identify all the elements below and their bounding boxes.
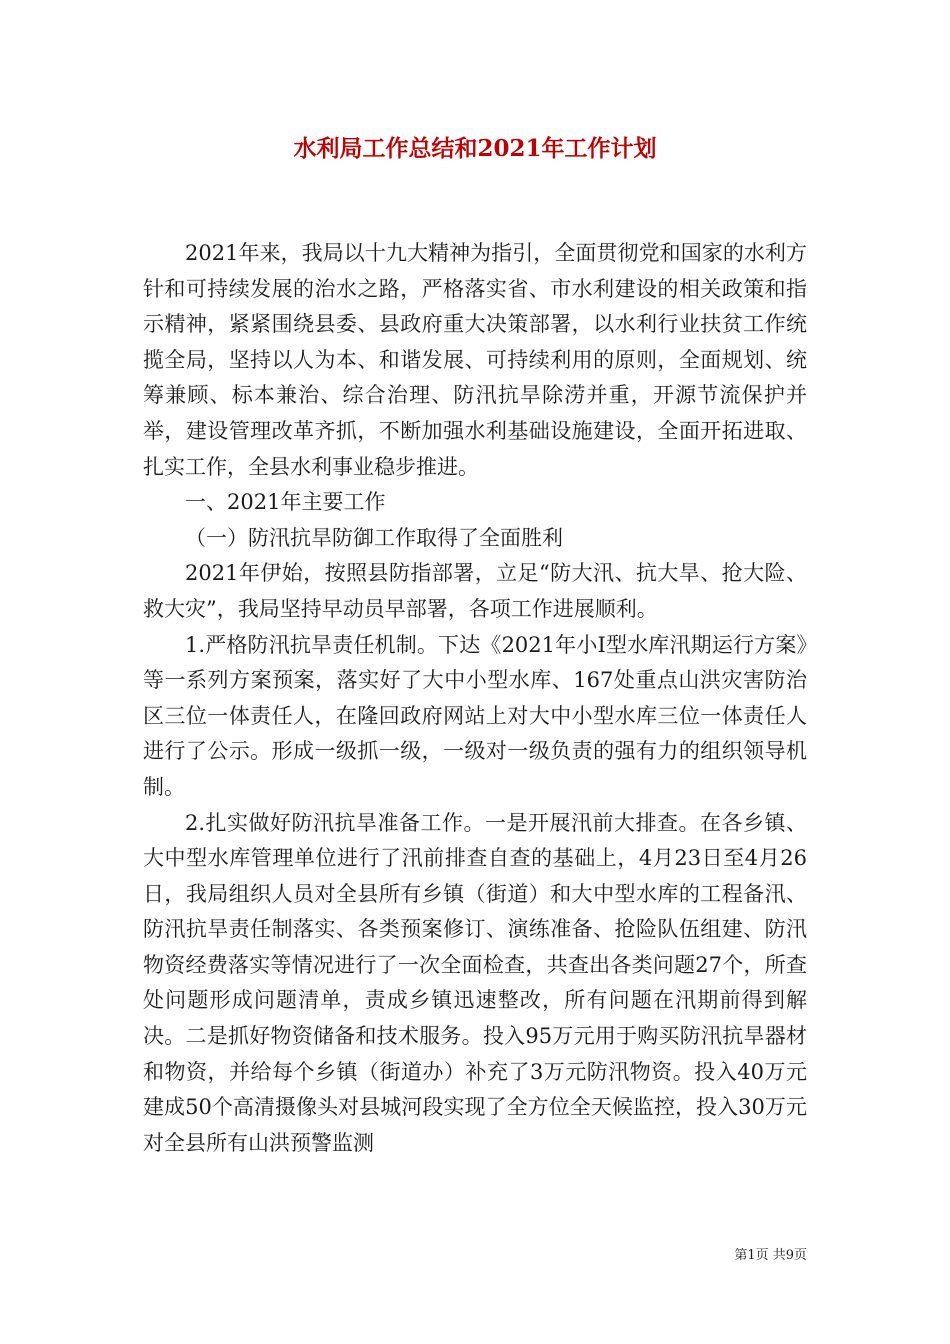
paragraph-intro: 2021年来，我局以十九大精神为指引，全面贯彻党和国家的水利方针和可持续发展的治水之路，严格落实省、市水利建设的相关政策和指示精神，紧紧围绕县委、县政府重大决策部署，以水利行业扶贫工作统揽全局，坚持以人为本、和谐发展、可持续利用的原则，全面规划、统筹兼顾、标本兼治、综合治理、防汛抗旱除涝并重，开源节流保护并举，建设管理改革齐抓，不断加强水利基础设施建设，全面开拓进取、扎实工作，全县水利事业稳步推进。 [143, 241, 807, 479]
document-body [143, 236, 807, 1161]
paragraph-item-1: 1.严格防汛抗旱责任机制。下达《2021年小Ⅰ型水库汛期运行方案》等一系列方案预案，落实好了大中小型水库、167处重点山洪灾害防治区三位一体责任人，在隆回政府网站上对大中小型水库三位一体责任人进行了公示。形成一级抓一级，一级对一级负责的强有力的组织领导机制。 [143, 632, 807, 799]
section-heading-main-work: 一、2021年主要工作 [185, 490, 386, 515]
paragraph-year-start: 2021年伊始，按照县防指部署，立足“防大汛、抗大旱、抢大险、救大灾”，我局坚持早动员早部署，各项工作进展顺利。 [143, 561, 807, 621]
document-title: 水利局工作总结和2021年工作计划 [293, 135, 657, 162]
page-number: 第1页 共9页 [734, 1248, 807, 1263]
subsection-heading-flood-drought: （一）防汛抗旱防御工作取得了全面胜利 [185, 525, 563, 550]
paragraph-item-2: 2.扎实做好防汛抗旱准备工作。一是开展汛前大排查。在各乡镇、大中型水库管理单位进行了汛前排查自查的基础上，4月23日至4月26日，我局组织人员对全县所有乡镇（街道）和大中型水库的工程备汛、防汛抗旱责任制落实、各类预案修订、演练准备、抢险队伍组建、防汛物资经费落实等情况进行了一次全面检查，共查出各类问题27个，所查处问题形成问题清单，责成乡镇迅速整改，所有问题在汛期前得到解决。二是抓好物资储备和技术服务。投入95万元用于购买防汛抗旱器材和物资，并给每个乡镇（街道办）补充了3万元防汛物资。投入40万元建成50个高清摄像头对县城河段实现了全方位全天候监控，投入30万元对全县所有山洪预警监测 [143, 810, 807, 1155]
